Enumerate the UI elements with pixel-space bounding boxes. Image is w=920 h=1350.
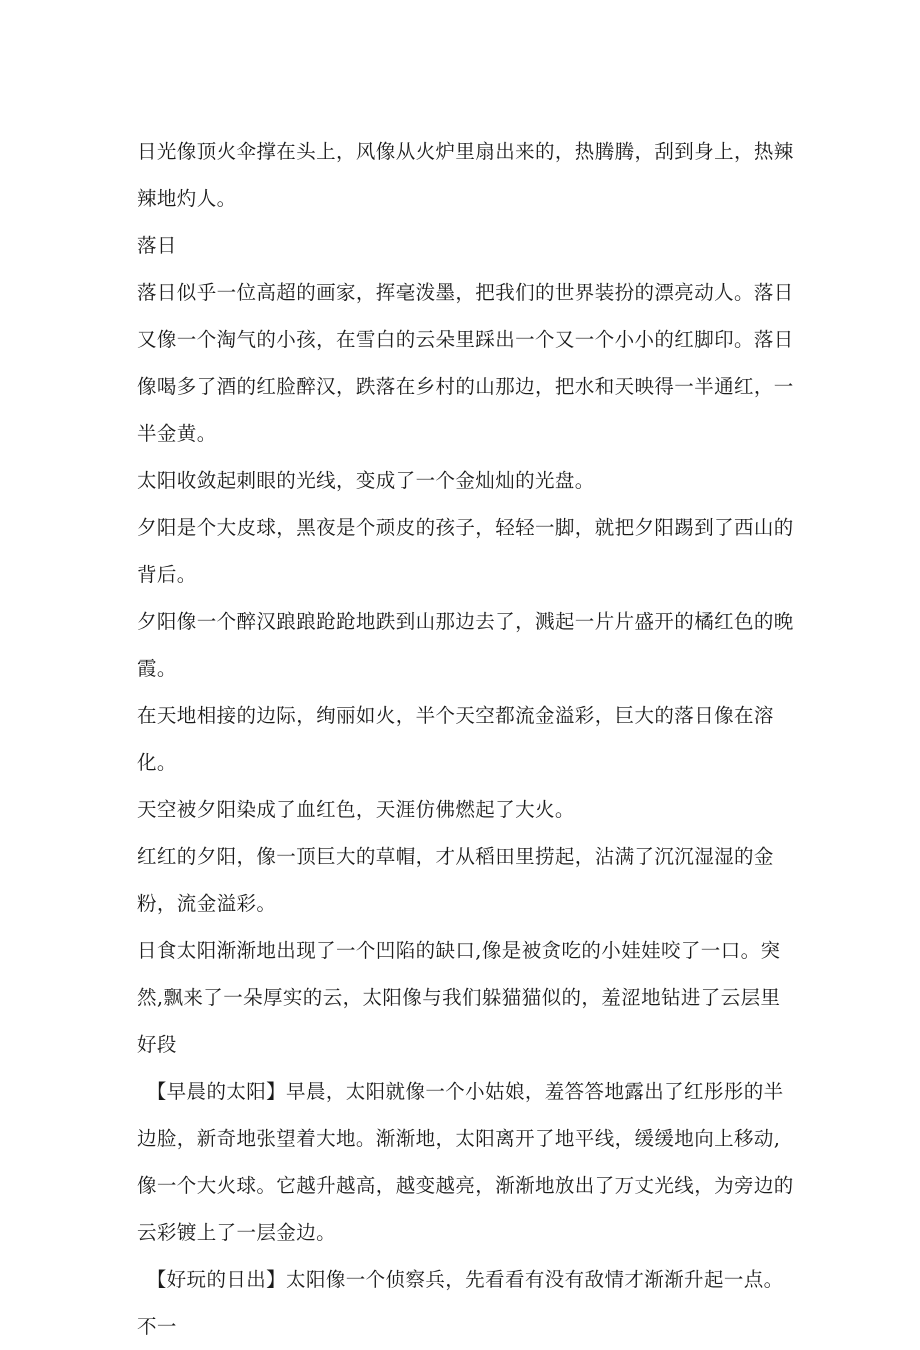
paragraph-straw-hat: 红红的夕阳，像一顶巨大的草帽，才从稻田里捞起，沾满了沉沉湿湿的金粉，流金溢彩。 (137, 845, 774, 915)
paragraph-sunset-painter: 落日似乎一位高超的画家，挥毫泼墨，把我们的世界装扮的漂亮动人。落日又像一个淘气的小孩，在雪白的云朵里踩出一个又一个小小的红脚印。落日像喝多了酒的红脸醉汉，跌落在乡村的山那边，把水和天映得一半通红，一半金黄。 (137, 281, 794, 445)
document-page (137, 128, 797, 1350)
paragraph-sky-edge: 在天地相接的边际，绚丽如火，半个天空都流金溢彩，巨大的落日像在溶化。 (137, 704, 774, 774)
paragraph-noon-sun: 日光像顶火伞撑在头上，风像从火炉里扇出来的，热腾腾，刮到身上，热辣辣地灼人。 (137, 140, 794, 210)
heading-good-paragraphs: 好段 (137, 1033, 177, 1056)
paragraph-blood-red-sky: 天空被夕阳染成了血红色，天涯仿佛燃起了大火。 (137, 798, 575, 821)
paragraph-fun-sunrise: 【好玩的日出】太阳像一个侦察兵，先看看有没有敌情才渐渐升起一点。不一 (137, 1268, 784, 1338)
paragraph-sun-disc: 太阳收敛起刺眼的光线，变成了一个金灿灿的光盘。 (137, 469, 595, 492)
paragraph-sunset-ball: 夕阳是个大皮球，黑夜是个顽皮的孩子，轻轻一脚，就把夕阳踢到了西山的背后。 (137, 516, 794, 586)
paragraph-sunset-drunk: 夕阳像一个醉汉踉踉跄跄地跌到山那边去了，溅起一片片盛开的橘红色的晚霞。 (137, 610, 794, 680)
paragraph-eclipse: 日食太阳渐渐地出现了一个凹陷的缺口,像是被贪吃的小娃娃咬了一口。突然,飘来了一朵厚实的云，太阳像与我们躲猫猫似的，羞涩地钻进了云层里 (137, 939, 781, 1009)
heading-sunset: 落日 (137, 234, 177, 257)
paragraph-morning-sun: 【早晨的太阳】早晨，太阳就像一个小姑娘，羞答答地露出了红彤彤的半边脸，新奇地张望着大地。渐渐地，太阳离开了地平线，缓缓地向上移动,像一个大火球。它越升越高，越变越亮，渐渐地放出了万丈光线，为旁边的云彩镀上了一层金边。 (137, 1080, 794, 1244)
